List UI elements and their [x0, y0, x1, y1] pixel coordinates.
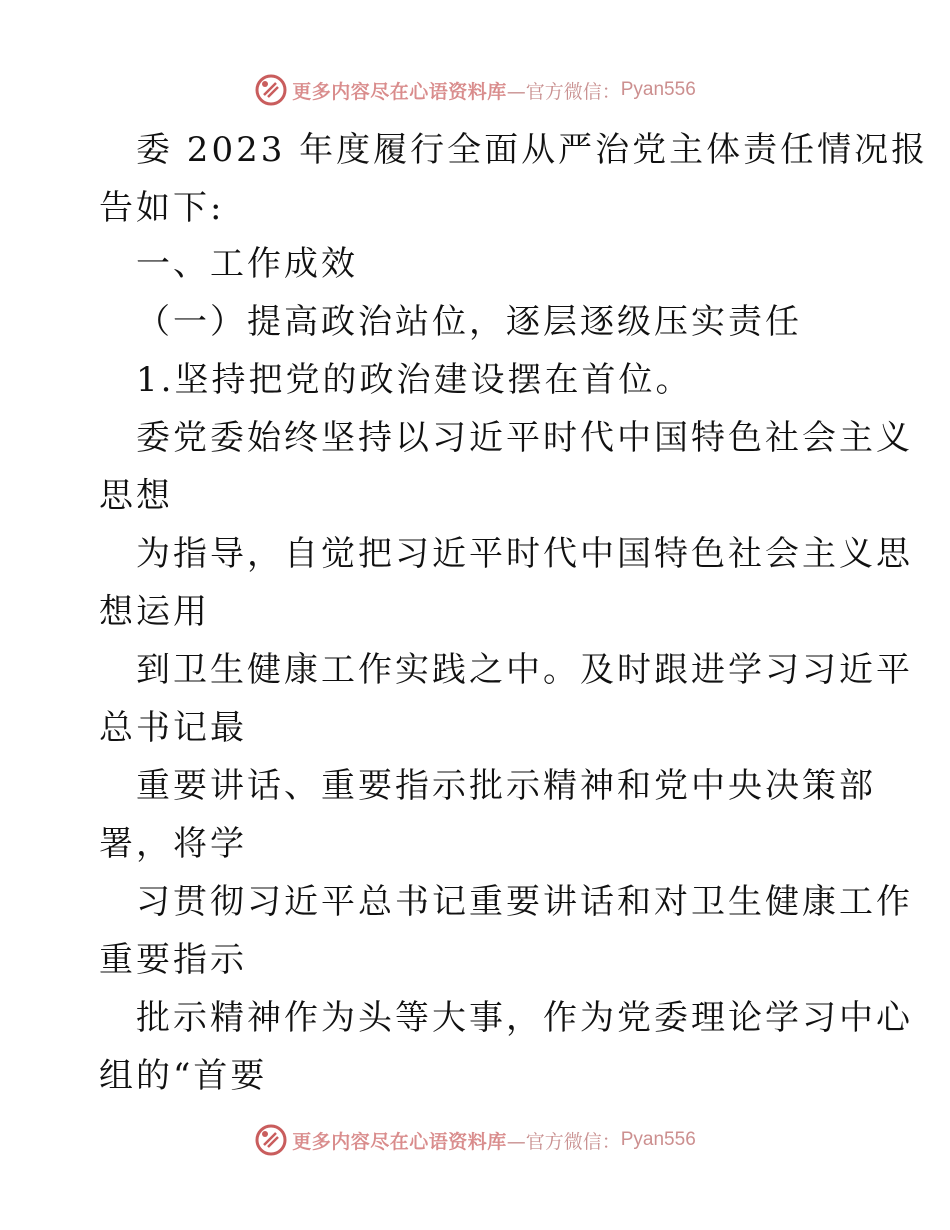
text-line: 重要指示	[99, 940, 247, 980]
seal-logo-icon	[254, 1123, 288, 1157]
text-line: 习贯彻习近平总书记重要讲话和对卫生健康工作	[136, 882, 913, 922]
text-line: 重要讲话、重要指示批示精神和党中央决策部	[136, 766, 876, 806]
section-heading: 一、工作成效	[136, 244, 358, 284]
item-heading: 1.坚持把党的政治建设摆在首位。	[136, 360, 693, 400]
watermark-header	[0, 70, 950, 110]
text-line: 为指导，自觉把习近平时代中国特色社会主义思	[136, 534, 913, 574]
text-line: 委党委始终坚持以习近平时代中国特色社会主义	[136, 418, 913, 458]
watermark-footer	[0, 1120, 950, 1160]
watermark-wechat-id: Pyan556	[620, 1129, 696, 1150]
text-line: 思想	[99, 476, 173, 516]
text-line: 想运用	[99, 592, 210, 632]
watermark-wechat-label: —官方微信：	[506, 1130, 621, 1153]
text-line: 总书记最	[99, 708, 247, 748]
watermark-brand: 更多内容尽在心语资料库	[292, 1130, 507, 1153]
seal-logo-icon	[254, 73, 288, 107]
text-line: 到卫生健康工作实践之中。及时跟进学习习近平	[136, 650, 913, 690]
watermark-brand: 更多内容尽在心语资料库	[292, 80, 507, 103]
watermark-wechat-label: —官方微信：	[506, 80, 621, 103]
subsection-heading: （一）提高政治站位，逐层逐级压实责任	[136, 302, 802, 342]
text-line: 组的“首要	[99, 1056, 268, 1096]
text-line: 署，将学	[99, 824, 247, 864]
text-line: 告如下:	[99, 188, 225, 228]
text-line: 批示精神作为头等大事，作为党委理论学习中心	[136, 998, 913, 1038]
text-line: 委 2023 年度履行全面从严治党主体责任情况报	[136, 130, 929, 170]
watermark-wechat-id: Pyan556	[620, 79, 696, 100]
